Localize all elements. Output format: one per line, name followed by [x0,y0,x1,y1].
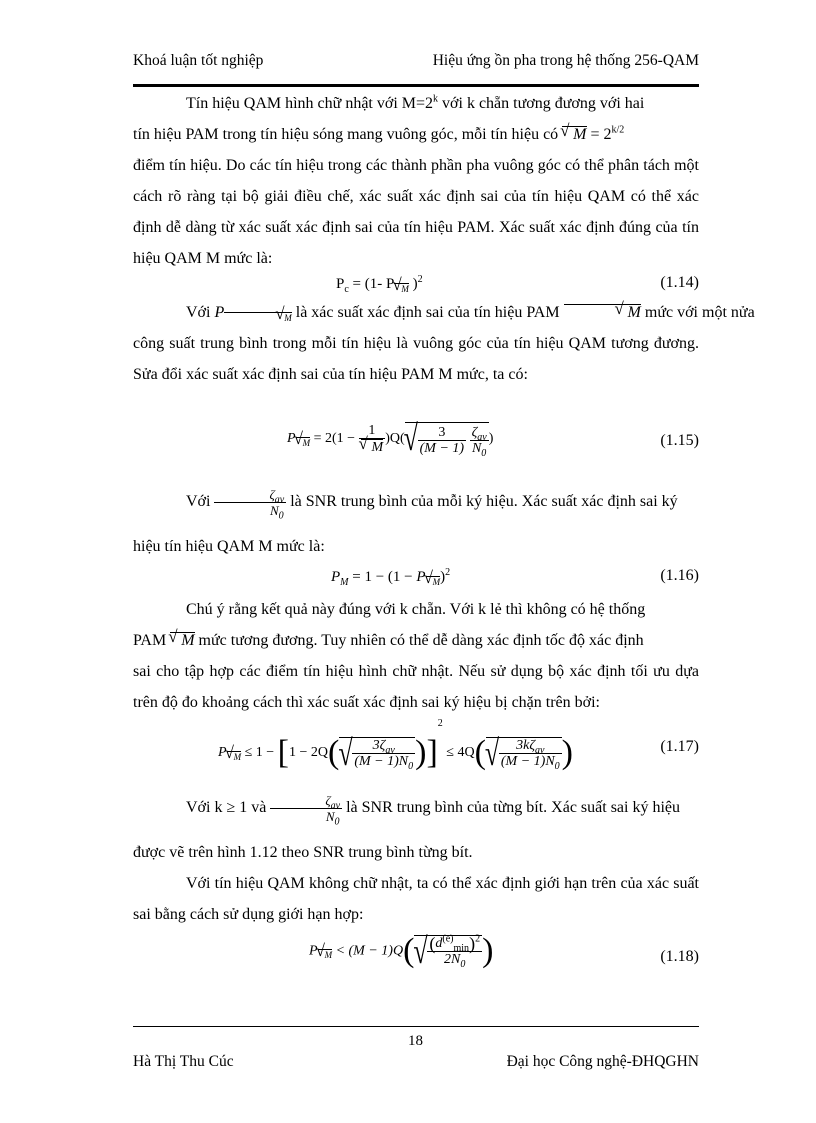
page-header [133,52,699,76]
header-right: Hiệu ứng ồn pha trong hệ thống 256-QAM [432,52,699,69]
eq-number-1-17: (1.17) [660,738,699,755]
p6: Với tín hiệu QAM không chữ nhật, ta có thể xác định giới hạn trên của xác suất sai bằng cách sử dụng giới hạn hợp: [133,875,699,923]
p3-line1: Với $\zeta_{av}$ $N_0$ là SNR trung bình của mỗi ký hiệu. Xác suất xác định sai ký [186,486,678,522]
footer-institution: Đại học Công nghệ-ĐHQGHN [506,1053,699,1070]
footer-rule [133,1026,699,1027]
equation-1-15: P√ $_M$ = 2(1 − 1 √ M )Q( √ $\frac{3}{(M - 1)}$ $\zeta_{av}$ $N_0$ ) [287,422,493,456]
eq-number-1-15: (1.15) [660,432,699,449]
equation-1-16: $P_M = 1 - (1 - P√$ $_M$)$^2$ [331,567,450,587]
sqrt-m: √ M [562,126,586,143]
eq-number-1-18: (1.18) [660,948,699,965]
p4-line2: PAM √ M mức tương đương. Tuy nhiên có thể dễ dàng xác định tốc độ xác định [133,625,699,656]
p3-line2: hiệu tín hiệu QAM M mức là: [133,538,325,555]
equation-1-17: P√ $_M$ ≤ 1 − [1 − 2Q( √ $3\zeta_{av}$ $(M - 1)N_0$ )]$^2$ ≤ 4Q( √ $3k\zeta_{av}$ $(M - 1)N_0$ ) [218,724,573,769]
eq-number-1-16: (1.16) [660,567,699,584]
equation-1-14: $P_c = (1-$ P√ $_M$ )$^2$ [336,274,423,294]
p4-rest: sai cho tập hợp các điểm tín hiệu hình chữ nhật. Nếu sử dụng bộ xác định tối ưu dựa trên độ đo khoảng cách thì xác suất xác định sai ký hiệu bị chặn trên bởi: [133,663,699,711]
p2-rest: công suất trung bình trong mỗi tín hiệu là vuông góc của tín hiệu QAM tương đương. Sửa đổi xác suất xác định sai của tín hiệu PAM M mức, ta có: [133,335,699,383]
p1-line1: Tín hiệu QAM hình chữ nhật với $M=2^k$ với k chẵn tương đương với hai [186,93,645,112]
equation-1-18: P√ $_M$ < (M − 1)Q( √ $(d^{(e)}_{min})^2$ $2N_0$ ) [309,935,493,967]
p5-line1: Với k ≥ 1 và $\zeta_{av}$ $N_0$ là SNR trung bình của từng bít. Xác suất sai ký hiệu [186,792,681,828]
page-number: 18 [408,1033,423,1049]
p1-rest: điểm tín hiệu. Do các tín hiệu trong các thành phần pha vuông góc có thể phân tách một cách rõ ràng tại bộ giải điều chế, xác suất xác định sai của tín hiệu QAM có thể xác định dễ dàng từ xác suất xác định sai của tín hiệu PAM. Xác suất xác định đúng của tín hiệu QAM M mức là: [133,157,699,267]
p5-line2: được vẽ trên hình 1.12 theo SNR trung bình từng bít. [133,844,473,861]
p4-line1: Chú ý rằng kết quả này đúng với k chẵn. Với k lẻ thì không có hệ thống [186,601,646,618]
header-left: Khoá luận tốt nghiệp [133,52,264,69]
eq-number-1-14: (1.14) [660,274,699,291]
p2-line1: Với P√ $_M$ là xác suất xác định sai của tín hiệu PAM √ M mức với một nửa [133,297,699,328]
footer-author: Hà Thị Thu Cúc [133,1053,234,1070]
p1-line2: tín hiệu PAM trong tín hiệu sóng mang vuông góc, mỗi tín hiệu có √ $M = 2^{k/2}$ [133,119,699,150]
header-rule [133,84,699,87]
